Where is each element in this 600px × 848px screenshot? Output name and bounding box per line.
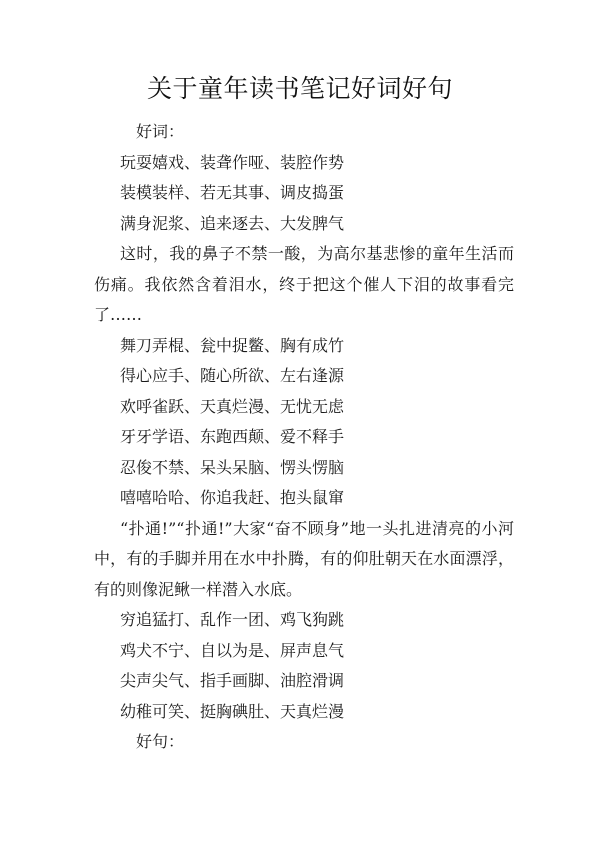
word-line: 满身泥浆、追来逐去、大发脾气 [120, 213, 345, 233]
word-line: 牙牙学语、东跑西颠、爱不释手 [120, 427, 345, 446]
word-line: 欢呼雀跃、天真烂漫、无忧无虑 [120, 396, 345, 416]
word-line: 装模装样、若无其事、调皮捣蛋 [120, 183, 345, 202]
good-sentences-heading: 好句： [136, 732, 185, 751]
word-line: 舞刀弄棍、瓮中捉鳖、胸有成竹 [120, 335, 345, 355]
word-line: 幼稚可笑、挺胸碘肚、天真烂漫 [120, 701, 345, 721]
word-line: 鸡犬不宁、自以为是、屏声息气 [120, 640, 345, 660]
word-line: 得心应手、随心所欲、左右逢源 [120, 366, 345, 385]
document-title: 关于童年读书笔记好词好句 [146, 74, 453, 103]
paragraph: 这时，我的鼻子不禁一酸，为高尔基悲惨的童年生活而伤痛。我依然含着泪水，终于把这个催人下泪的故事看完了…… [94, 244, 514, 324]
paragraph: “扑通!”“扑通!”大家“奋不顾身”地一头扎进清亮的小河中，有的手脚并用在水中扑腾，有的仰肚朝天在水面漂浮，有的则像泥鳅一样潜入水底。 [94, 518, 514, 599]
word-line: 穷追猛打、乱作一团、鸡飞狗跳 [120, 610, 345, 629]
word-line: 嘻嘻哈哈、你追我赶、抱头鼠窜 [120, 488, 345, 507]
word-line: 尖声尖气、指手画脚、油腔滑调 [120, 671, 345, 690]
good-words-heading: 好词： [136, 122, 185, 141]
word-line: 忍俊不禁、呆头呆脑、愣头愣脑 [120, 457, 345, 477]
word-line: 玩耍嬉戏、装聋作哑、装腔作势 [120, 152, 345, 172]
document-body [94, 117, 514, 758]
